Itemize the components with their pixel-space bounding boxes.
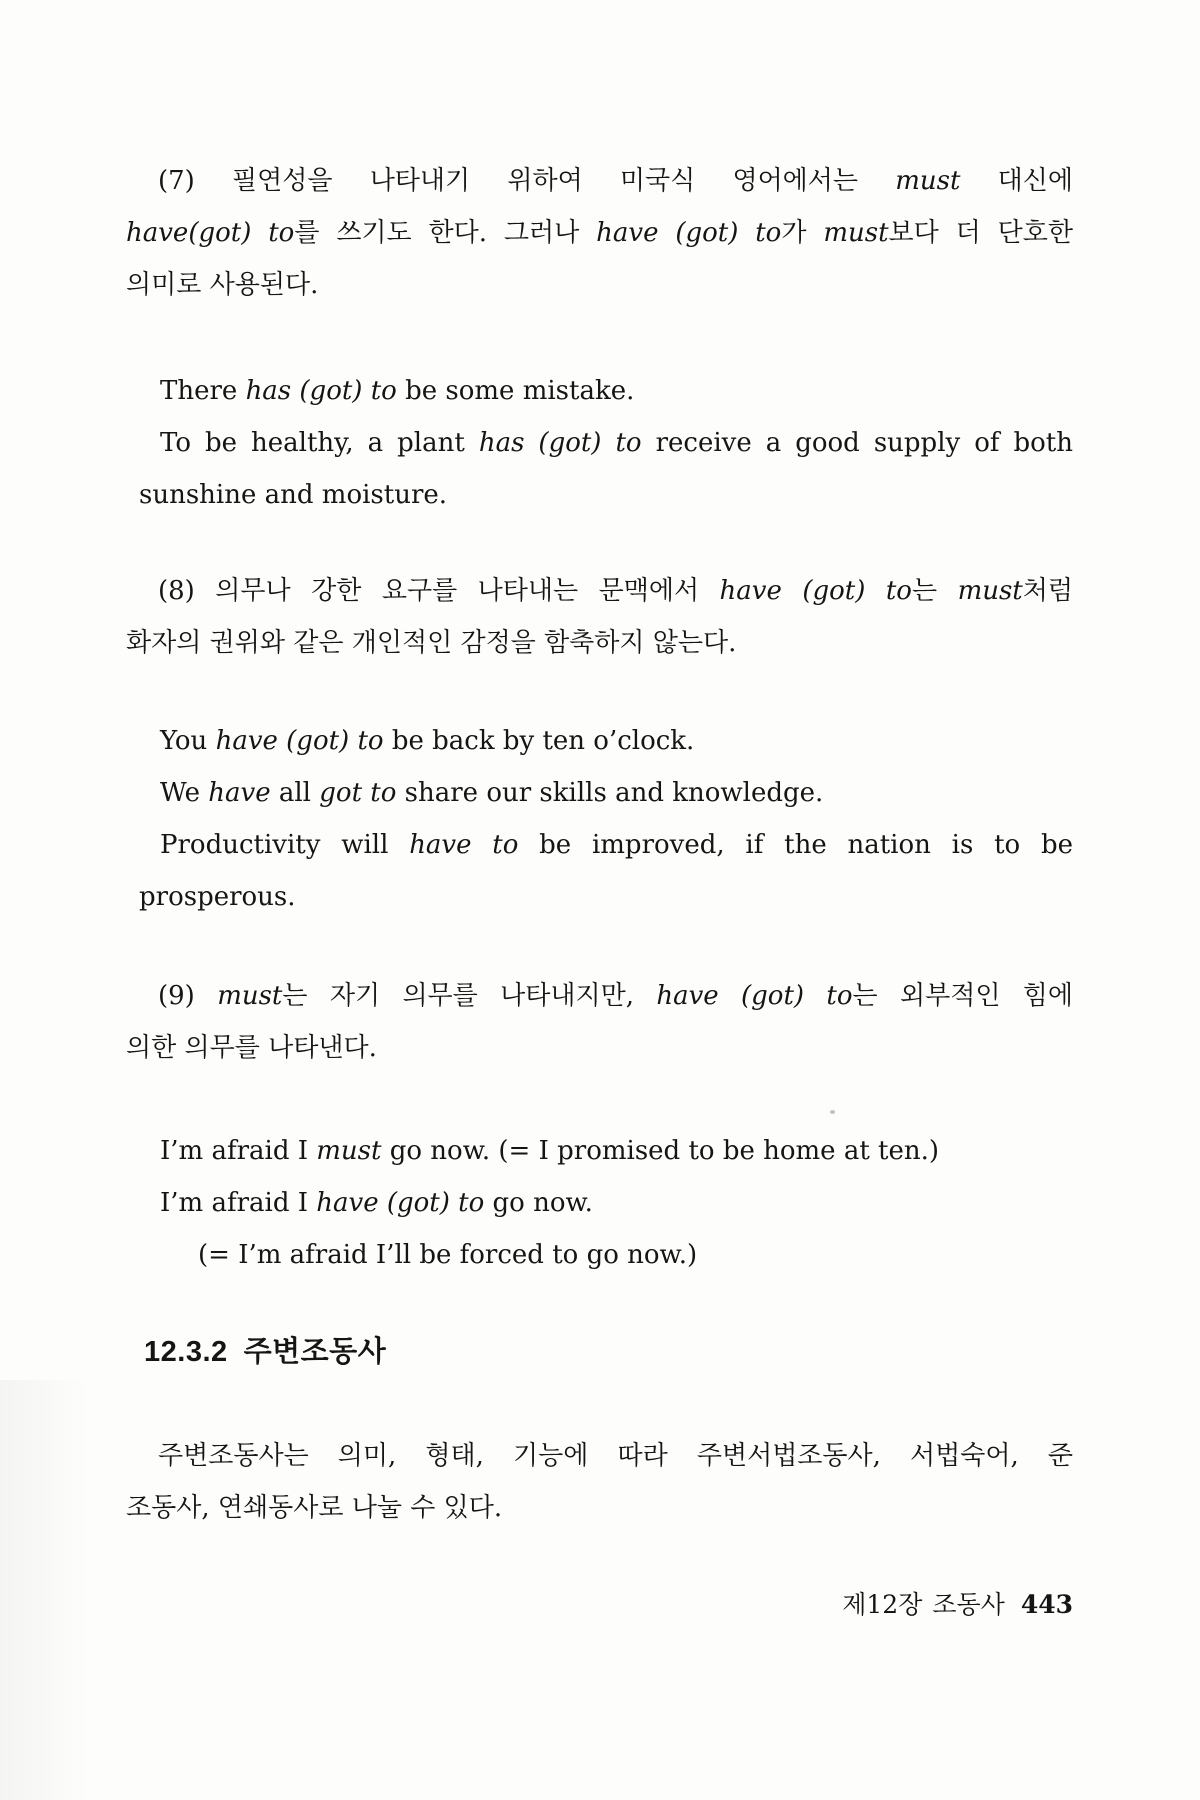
- paragraph-9: [126, 970, 1073, 1074]
- example-8-line-2: [126, 767, 1073, 819]
- section-number: 12.3.2: [144, 1336, 228, 1368]
- text-run: 는: [911, 576, 958, 606]
- text-run-italic: has (got) to: [478, 428, 642, 458]
- text-run: 주변조동사는 의미, 형태, 기능에 따라 주변서법조동사, 서법숙어, 준: [158, 1441, 1073, 1471]
- paragraph-8-line-1: [126, 565, 1073, 617]
- text-run: 보다 더 단호한: [888, 218, 1073, 248]
- section-heading: [126, 1330, 1091, 1374]
- paragraph-8: [126, 565, 1073, 669]
- text-run: (9): [158, 981, 218, 1011]
- text-run: There: [160, 376, 246, 406]
- text-run: I’m afraid I: [160, 1136, 317, 1166]
- text-run-italic: have(got) to: [126, 218, 295, 248]
- text-run-italic: have (got) to: [596, 218, 782, 248]
- text-run: 는 자기 의무를 나타내지만,: [282, 981, 657, 1011]
- example-9-line-2: [126, 1177, 1073, 1229]
- text-run: go now.: [484, 1188, 593, 1218]
- text-run: 처럼: [1022, 576, 1073, 606]
- section-title: 주변조동사: [243, 1336, 387, 1368]
- text-run: Productivity will: [160, 830, 410, 860]
- text-run: (= I’m afraid I’ll be forced to go now.): [198, 1240, 698, 1270]
- text-run-italic: must: [316, 1136, 382, 1166]
- example-8-line-1: [126, 715, 1073, 767]
- text-run: receive a good supply of both: [641, 428, 1073, 458]
- text-run: 의한 의무를 나타낸다.: [126, 1033, 377, 1063]
- footer-page-number: 443: [1020, 1590, 1073, 1619]
- text-run: prosperous.: [139, 882, 296, 912]
- text-run: We: [160, 778, 209, 808]
- text-run-italic: must: [823, 218, 889, 248]
- text-run: be back by ten o’clock.: [383, 726, 695, 756]
- scan-shadow-artifact: [0, 1380, 90, 1800]
- page-footer: [126, 1588, 1169, 1622]
- text-run: 의미로 사용된다.: [126, 270, 319, 300]
- paragraph-8-line-2: [126, 617, 1073, 669]
- example-block-7: [126, 365, 1073, 521]
- text-run: 조동사, 연쇄동사로 나눌 수 있다.: [126, 1493, 503, 1523]
- paragraph-7: [126, 155, 1073, 311]
- text-run-italic: have to: [409, 830, 519, 860]
- text-run: To be healthy, a plant: [160, 428, 479, 458]
- text-run: share our skills and knowledge.: [396, 778, 824, 808]
- text-run: 는 외부적인 힘에: [852, 981, 1074, 1011]
- paragraph-9-line-2: [126, 1022, 1073, 1074]
- footer-section: 조동사: [932, 1590, 1005, 1619]
- paragraph-7-line-1: [126, 155, 1073, 207]
- text-run-italic: have (got) to: [215, 726, 384, 756]
- text-run: go now. (= I promised to be home at ten.): [381, 1136, 940, 1166]
- footer-chapter: 제12장: [842, 1590, 923, 1619]
- text-run: You: [160, 726, 216, 756]
- text-run-italic: must: [957, 576, 1023, 606]
- text-run-italic: must: [895, 166, 961, 196]
- example-9-line-3: [126, 1229, 1073, 1281]
- text-run: all: [270, 778, 320, 808]
- example-8-line-4: [126, 871, 1073, 923]
- text-run: 가: [781, 218, 824, 248]
- example-block-9: [126, 1125, 1073, 1281]
- example-8-line-3: [126, 819, 1073, 871]
- text-run: sunshine and moisture.: [139, 480, 448, 510]
- text-run-italic: have (got) to: [656, 981, 853, 1011]
- text-run-italic: have (got) to: [316, 1188, 485, 1218]
- example-7-line-1: [126, 365, 1073, 417]
- text-run: be some mistake.: [396, 376, 635, 406]
- paragraph-7-line-2: [126, 207, 1073, 259]
- text-run-italic: have: [208, 778, 271, 808]
- text-run-italic: has (got) to: [245, 376, 397, 406]
- text-run: I’m afraid I: [160, 1188, 317, 1218]
- text-run: (7) 필연성을 나타내기 위하여 미국식 영어에서는: [158, 166, 896, 196]
- text-run: (8) 의무나 강한 요구를 나타내는 문맥에서: [158, 576, 720, 606]
- text-run-italic: got to: [319, 778, 397, 808]
- scan-speck-artifact: [830, 1110, 835, 1114]
- paragraph-9-line-1: [126, 970, 1073, 1022]
- text-run: 화자의 권위와 같은 개인적인 감정을 함축하지 않는다.: [126, 628, 737, 658]
- text-run-italic: must: [217, 981, 283, 1011]
- paragraph-final-line-1: [126, 1430, 1073, 1482]
- text-run: 대신에: [960, 166, 1073, 196]
- text-run: 를 쓰기도 한다. 그러나: [294, 218, 597, 248]
- text-run: be improved, if the nation is to be: [518, 830, 1074, 860]
- example-9-line-1: [126, 1125, 1073, 1177]
- example-7-line-2: [126, 417, 1073, 469]
- text-run-italic: have (got) to: [719, 576, 912, 606]
- example-block-8: [126, 715, 1073, 923]
- paragraph-final-line-2: [126, 1482, 1073, 1534]
- paragraph-7-line-3: [126, 259, 1073, 311]
- paragraph-final: [126, 1430, 1073, 1534]
- example-7-line-3: [126, 469, 1073, 521]
